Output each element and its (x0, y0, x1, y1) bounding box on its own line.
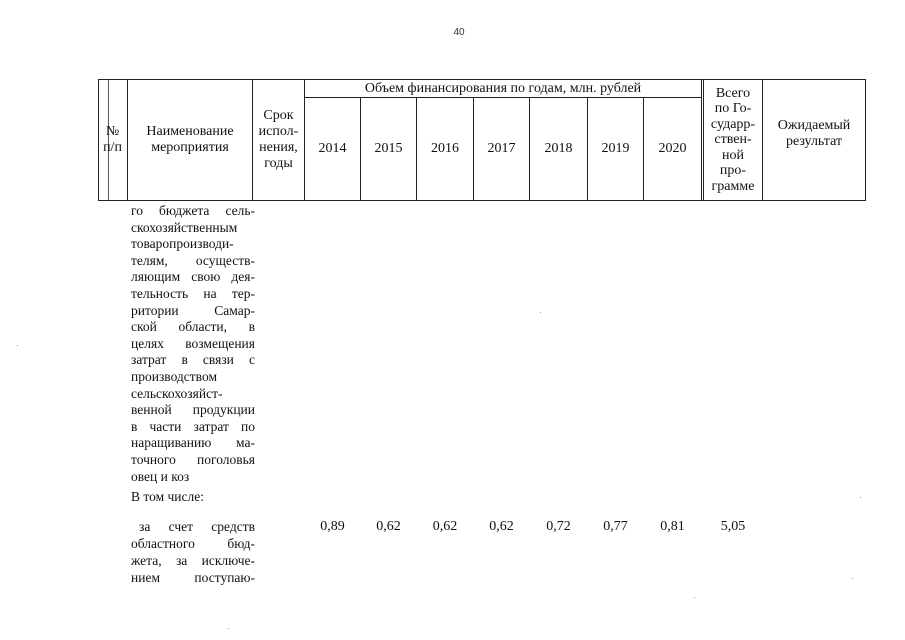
scan-speck (860, 497, 861, 498)
year-2014: 2014 (318, 141, 347, 156)
scan-speck (540, 312, 541, 313)
page-number: 40 (453, 27, 465, 38)
num-header: № п/п (103, 124, 122, 155)
name-header: Наименование мероприятия (146, 124, 234, 155)
result-header: Ожидаемый результат (777, 118, 851, 149)
value-2017: 0,62 (489, 519, 514, 534)
year-2016: 2016 (431, 141, 459, 156)
value-2019: 0,77 (603, 519, 628, 534)
value-2016: 0,62 (432, 519, 458, 534)
table-header (98, 79, 866, 201)
term-header: Срок испол- нения, годы (258, 108, 299, 171)
measure-name-text: го бюджета сель- скохозяйственным товаропроизводи- телям, осуществ- ляющим свою дея- тельность на тер- ритории Самар- ской области, в целях возмещения затрат в связи с производством сельскохозяйст- венной продукции в части затрат по наращиванию ма- точного поголовья овец и коз (131, 203, 255, 484)
year-2017: 2017 (487, 141, 516, 156)
sub-row-name: за счет средств областного бюд- жета, за исключе- нием поступаю- (131, 519, 255, 585)
scan-speck (852, 578, 853, 579)
funding-title: Объем финансирования по годам, млн. рублей (364, 80, 642, 96)
scan-speck (694, 597, 695, 598)
subheading: В том числе: (131, 489, 204, 504)
value-2015: 0,62 (376, 519, 401, 534)
year-2019: 2019 (601, 141, 630, 156)
total-header: Всего по Го- сударр- ствен- ной про- грамме (710, 85, 756, 194)
year-2020: 2020 (658, 141, 687, 156)
year-2018: 2018 (544, 141, 573, 156)
value-total: 5,05 (720, 519, 746, 534)
year-2015: 2015 (374, 141, 403, 156)
value-2018: 0,72 (546, 519, 571, 534)
value-2014: 0,89 (320, 519, 345, 534)
value-2020: 0,81 (660, 519, 685, 534)
scan-speck (17, 345, 18, 346)
scan-speck (228, 628, 229, 629)
